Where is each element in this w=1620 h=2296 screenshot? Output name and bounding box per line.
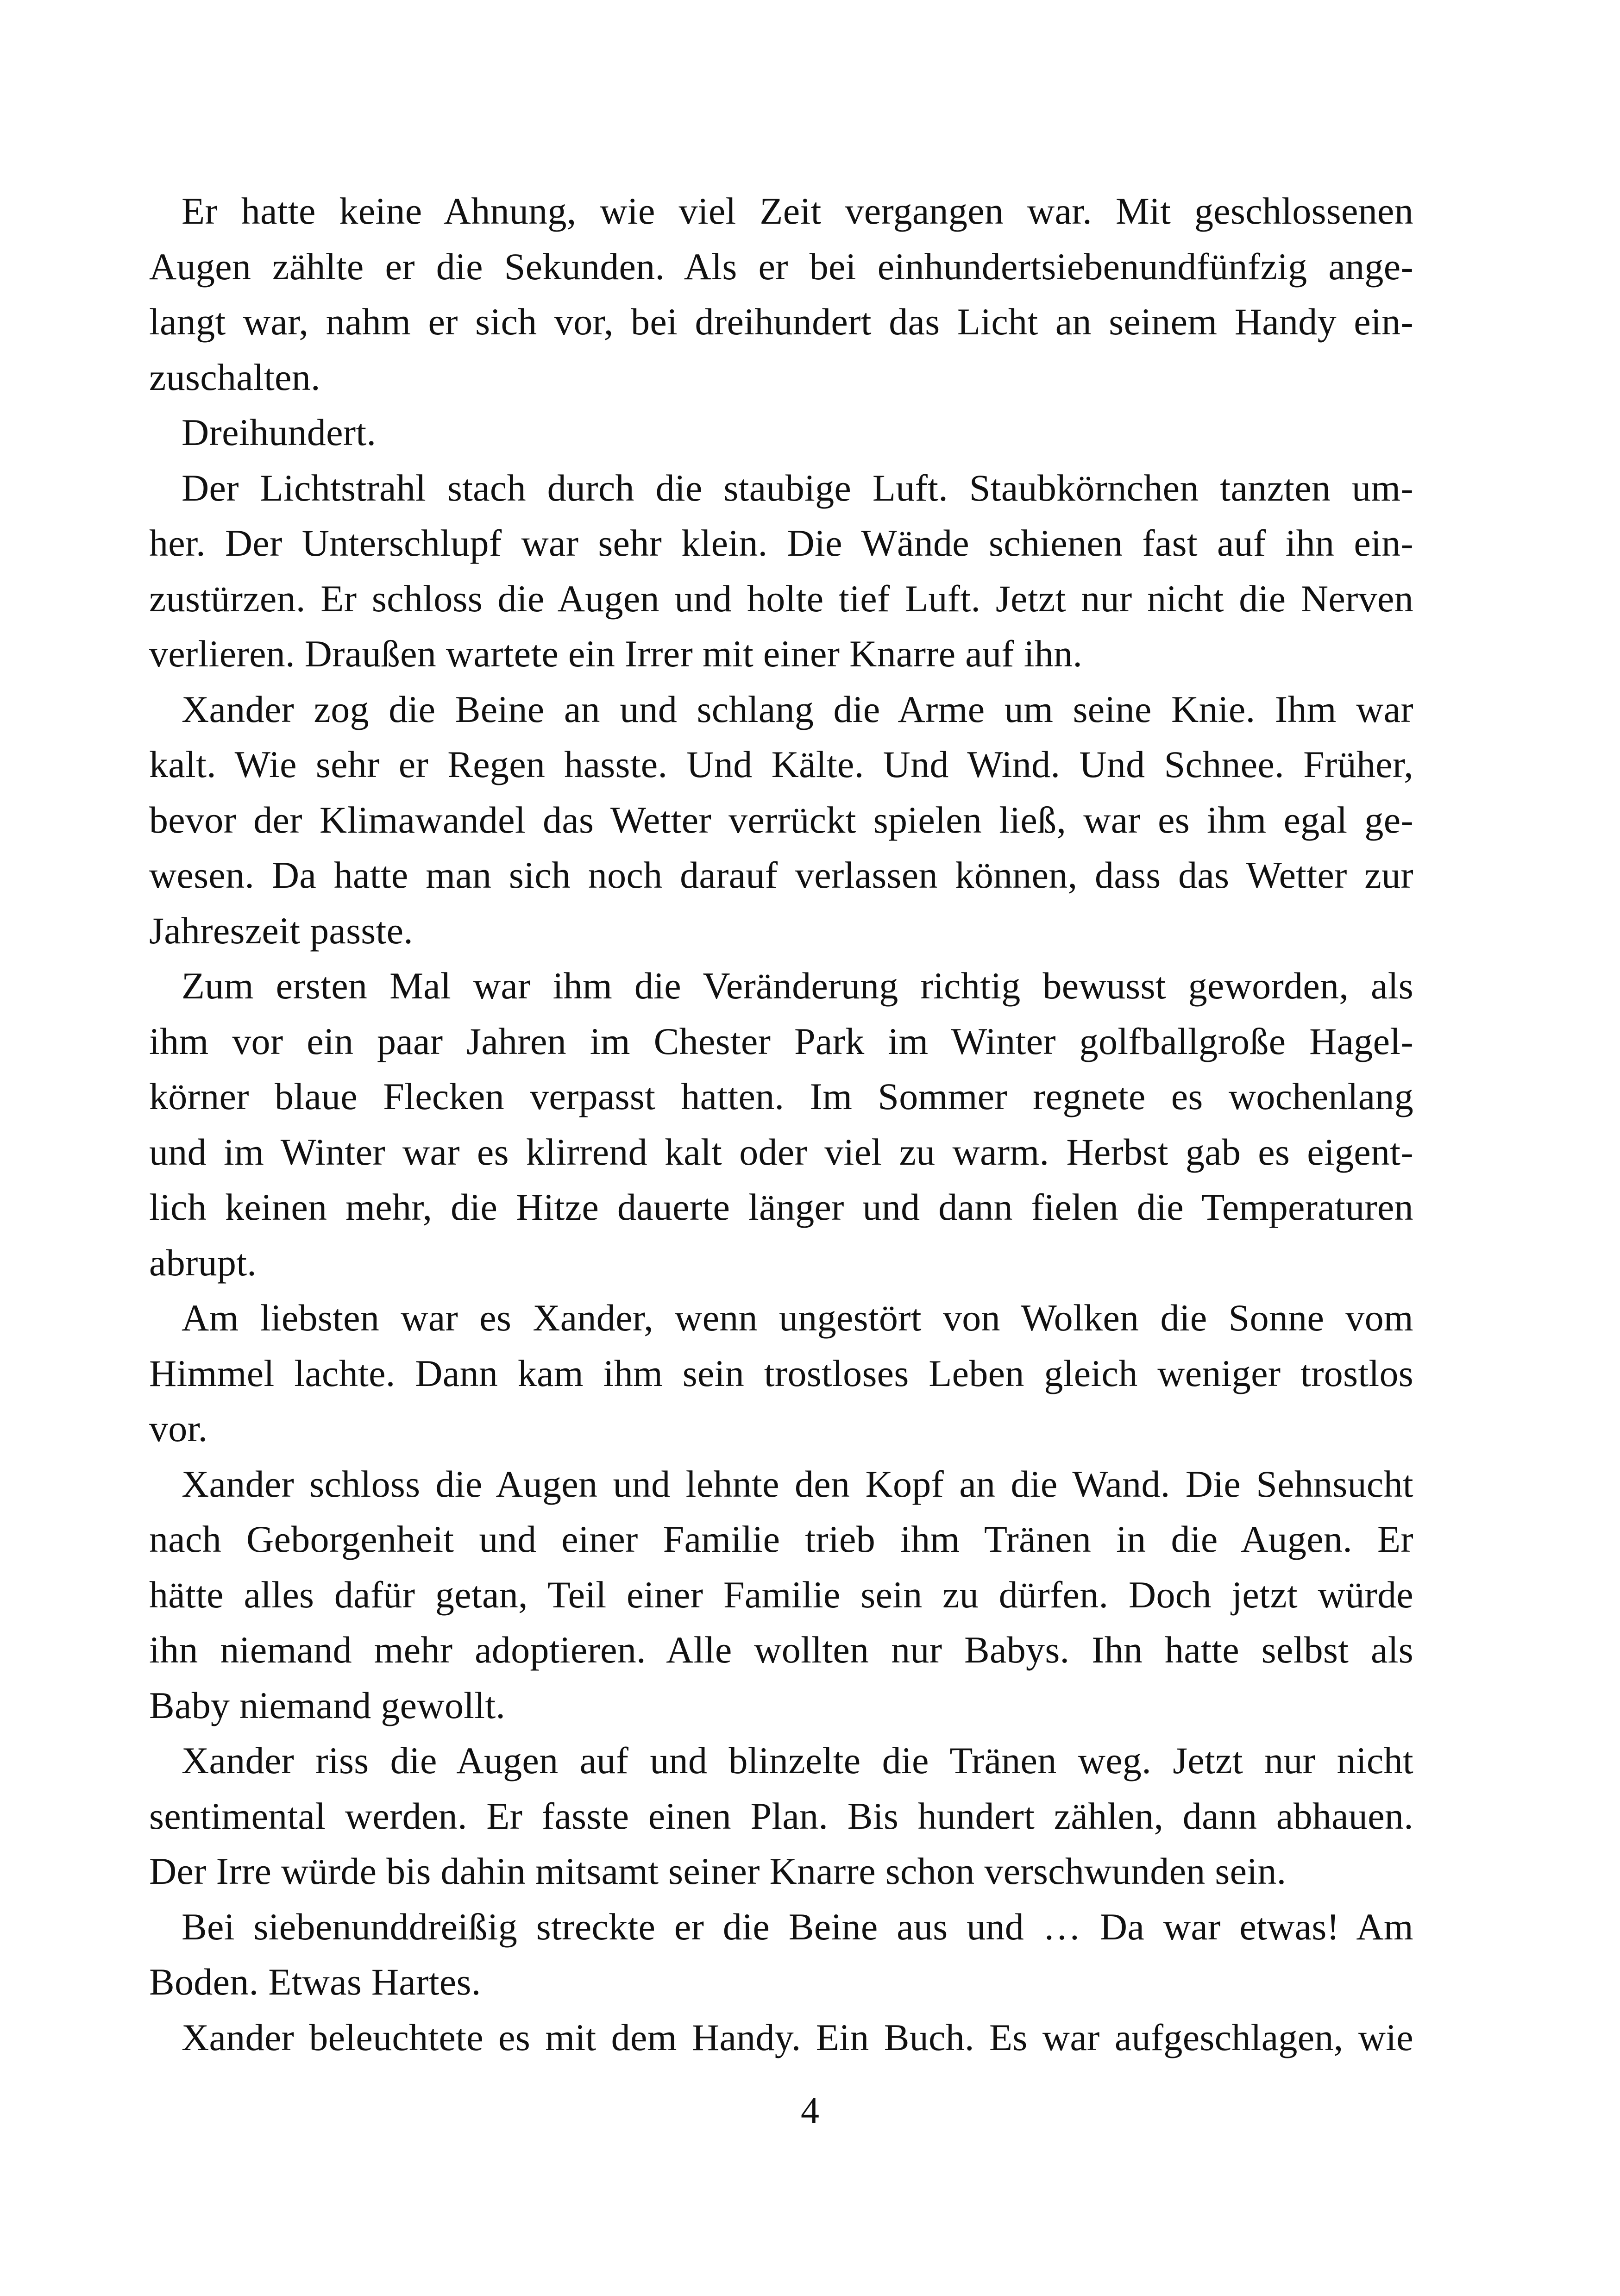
text-line: zuschalten. [149, 356, 320, 398]
text-line: her. Der Unterschlupf war sehr klein. Die Wände schienen fast auf ihn ein- [149, 522, 1413, 564]
text-line: Xander beleuchtete es mit dem Handy. Ein Buch. Es war aufgeschlagen, wie [182, 2016, 1413, 2058]
text-line: Er hatte keine Ahnung, wie viel Zeit vergangen war. Mit geschlossenen [182, 190, 1413, 232]
text-line: Am liebsten war es Xander, wenn ungestört von Wolken die Sonne vom [182, 1297, 1413, 1339]
text-line: ihm vor ein paar Jahren im Chester Park im Winter golfballgroße Hagel- [149, 1020, 1413, 1062]
body-text [149, 183, 1413, 2065]
text-line: Xander riss die Augen auf und blinzelte die Tränen weg. Jetzt nur nicht [182, 1739, 1413, 1782]
text-line: Der Irre würde bis dahin mitsamt seiner Knarre schon verschwunden sein. [149, 1850, 1287, 1892]
text-line: kalt. Wie sehr er Regen hasste. Und Kälte. Und Wind. Und Schnee. Früher, [149, 743, 1413, 785]
text-line: bevor der Klimawandel das Wetter verrückt spielen ließ, war es ihm egal ge- [149, 798, 1413, 841]
text-line: sentimental werden. Er fasste einen Plan. Bis hundert zählen, dann abhauen. [149, 1794, 1413, 1837]
text-line: Dreihundert. [182, 411, 377, 453]
text-line: ihn niemand mehr adoptieren. Alle wollten nur Babys. Ihn hatte selbst als [149, 1629, 1413, 1671]
text-line: lich keinen mehr, die Hitze dauerte länger und dann fielen die Temperaturen [149, 1186, 1413, 1228]
text-line: Xander zog die Beine an und schlang die Arme um seine Knie. Ihm war [182, 688, 1413, 730]
page-number: 4 [801, 2090, 819, 2131]
text-line: körner blaue Flecken verpasst hatten. Im Sommer regnete es wochenlang [149, 1075, 1413, 1117]
text-line: Bei siebenunddreißig streckte er die Beine aus und … Da war etwas! Am [182, 1905, 1413, 1948]
text-line: Boden. Etwas Hartes. [149, 1961, 481, 2003]
text-line: vor. [149, 1407, 208, 1449]
text-line: Zum ersten Mal war ihm die Veränderung richtig bewusst geworden, als [182, 965, 1413, 1007]
text-line: Xander schloss die Augen und lehnte den Kopf an die Wand. Die Sehnsucht [182, 1462, 1413, 1505]
text-line: zustürzen. Er schloss die Augen und holte tief Luft. Jetzt nur nicht die Nerven [149, 577, 1413, 620]
text-line: und im Winter war es klirrend kalt oder viel zu warm. Herbst gab es eigent- [149, 1130, 1413, 1173]
text-line: wesen. Da hatte man sich noch darauf verlassen können, dass das Wetter zur [149, 854, 1413, 896]
text-line: Himmel lachte. Dann kam ihm sein trostloses Leben gleich weniger trostlos [149, 1352, 1413, 1394]
text-line: abrupt. [149, 1241, 257, 1284]
text-line: nach Geborgenheit und einer Familie trieb ihm Tränen in die Augen. Er [149, 1518, 1413, 1560]
text-line: verlieren. Draußen wartete ein Irrer mit einer Knarre auf ihn. [149, 633, 1083, 675]
text-line: Baby niemand gewollt. [149, 1684, 506, 1726]
text-line: Jahreszeit passte. [149, 909, 414, 952]
text-line: Augen zählte er die Sekunden. Als er bei einhundertsiebenundfünfzig ange- [149, 245, 1413, 288]
text-line: Der Lichtstrahl stach durch die staubige Luft. Staubkörnchen tanzten um- [182, 466, 1413, 509]
text-line: langt war, nahm er sich vor, bei dreihundert das Licht an seinem Handy ein- [149, 301, 1413, 343]
text-line: hätte alles dafür getan, Teil einer Familie sein zu dürfen. Doch jetzt würde [149, 1573, 1413, 1616]
